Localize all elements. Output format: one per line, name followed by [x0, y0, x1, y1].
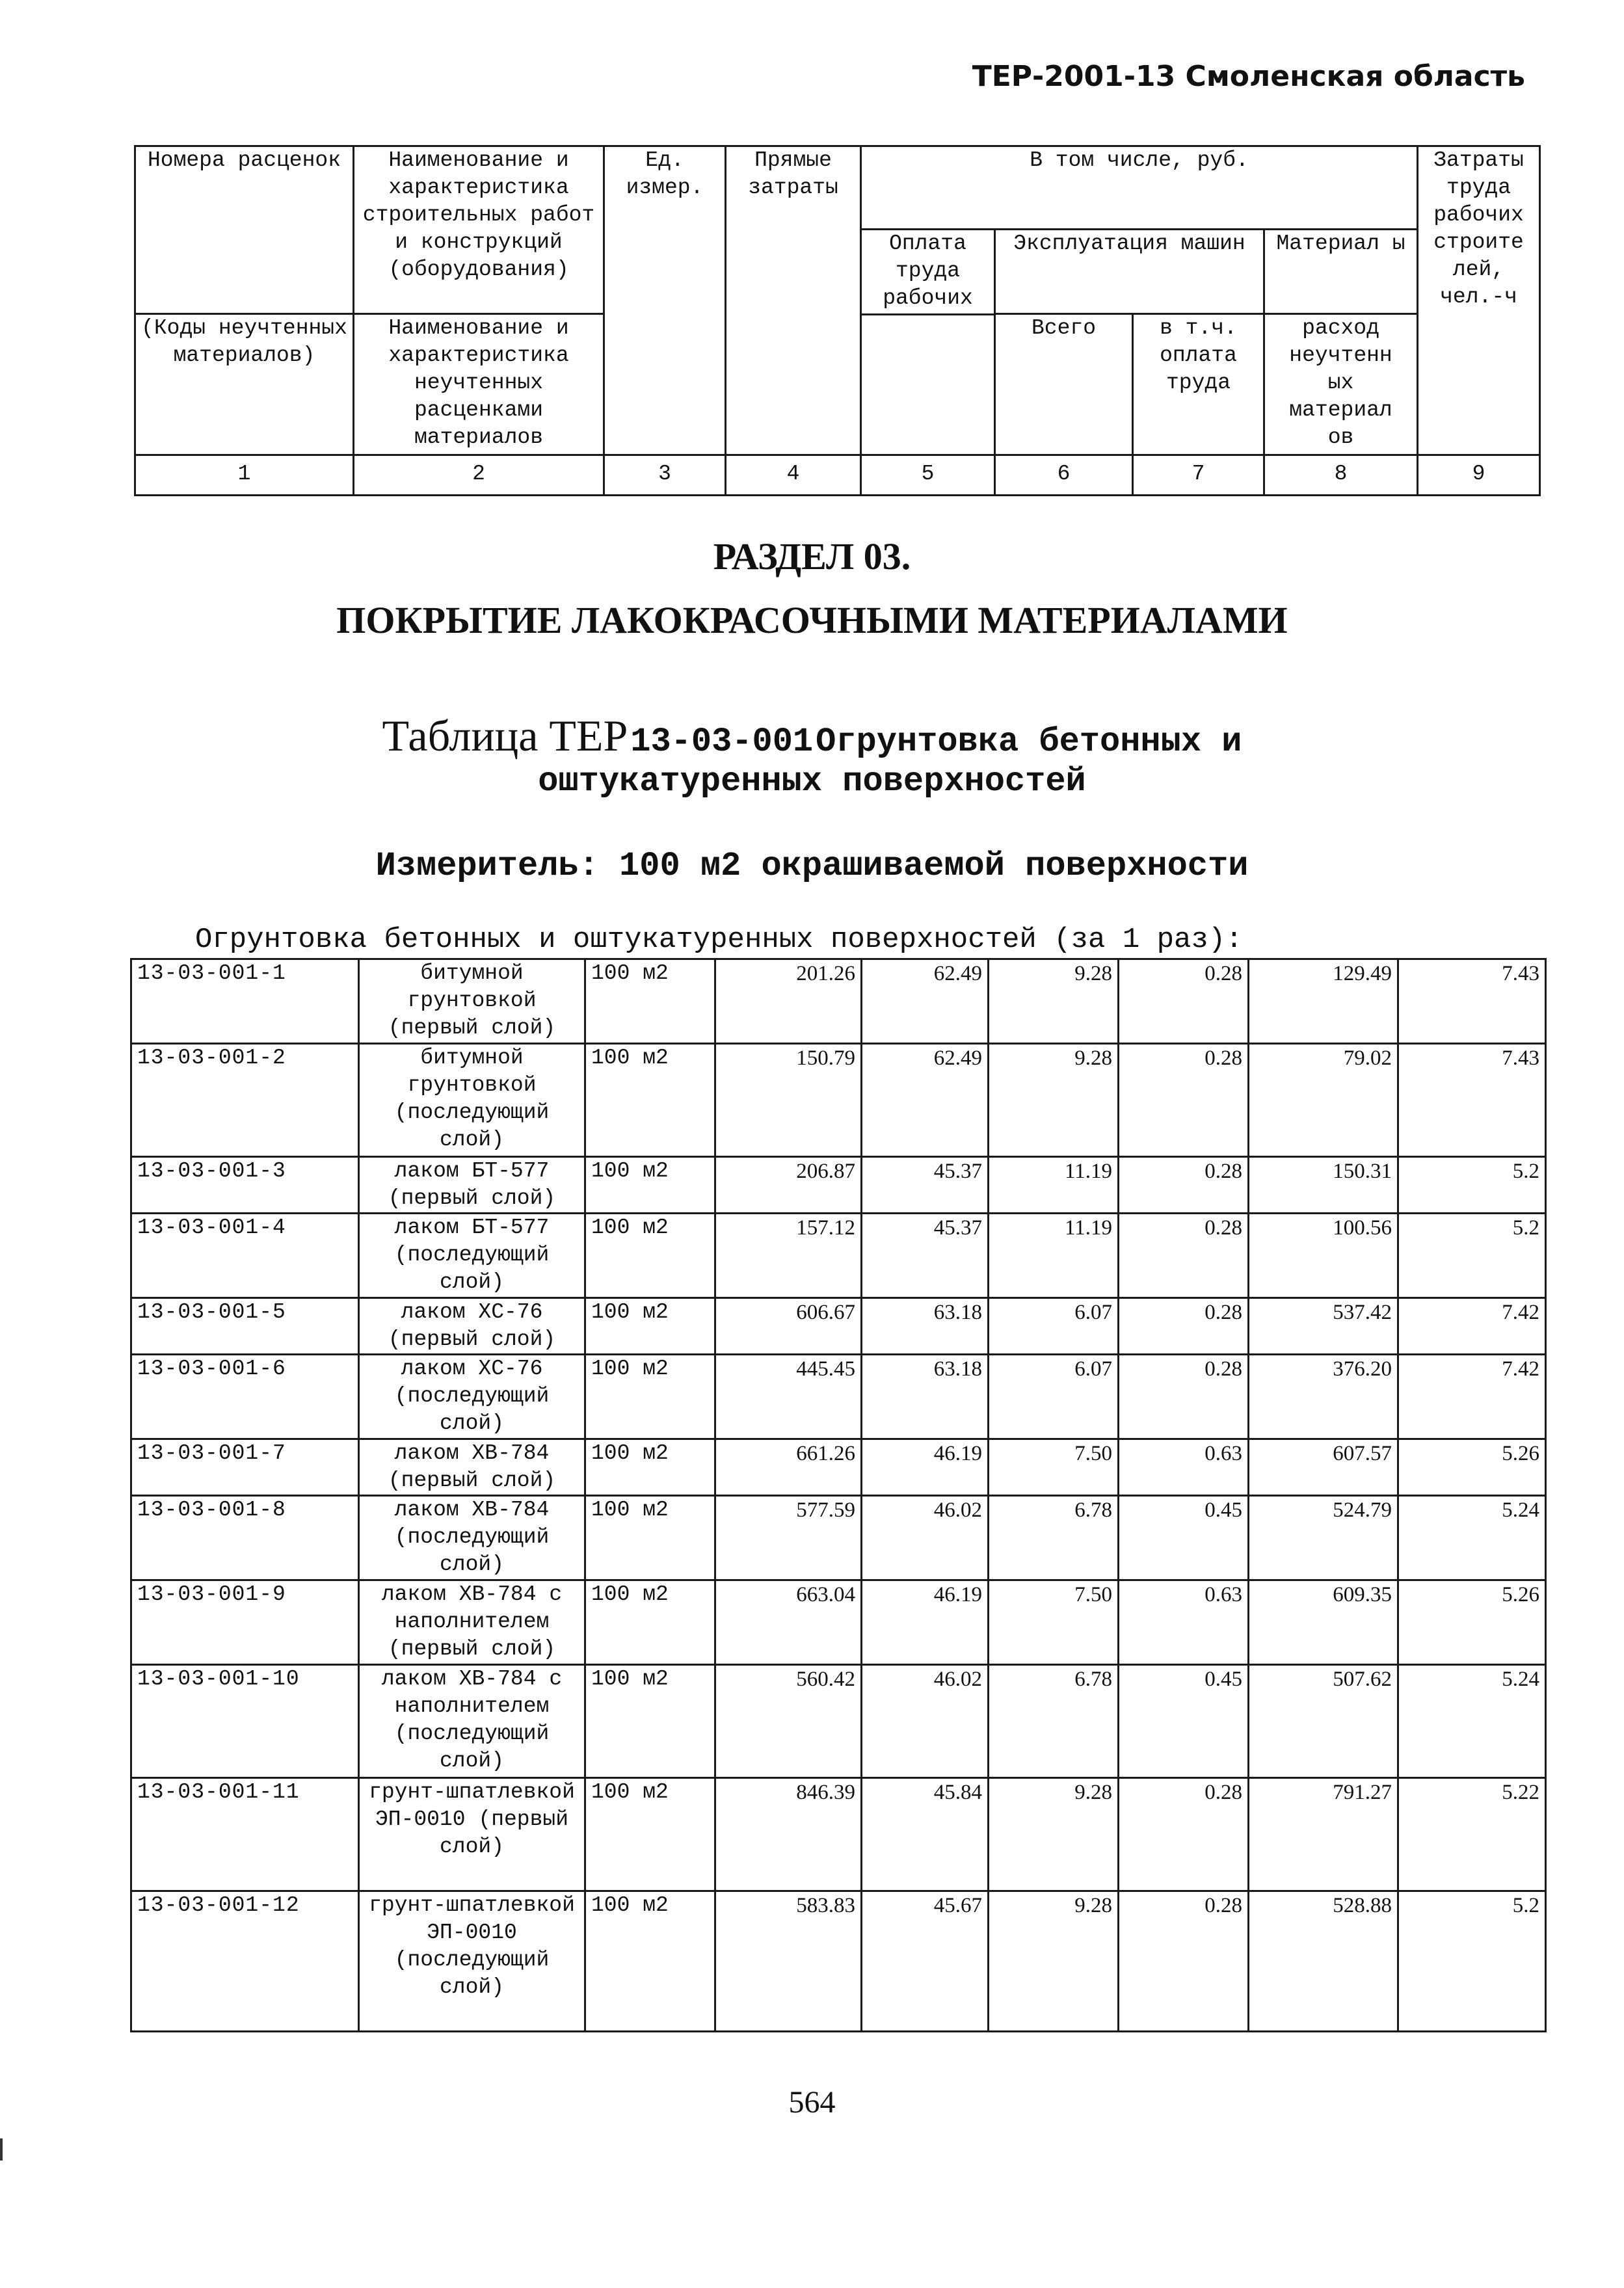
col-number: 4	[726, 455, 861, 496]
col-number: 5	[861, 455, 995, 496]
cell-materials: 150.31	[1249, 1157, 1398, 1214]
cell-labor: 5.24	[1398, 1665, 1546, 1778]
cell-unit: 100 м2	[585, 1044, 715, 1157]
table-row	[131, 1044, 1546, 1157]
cell-code: 13-03-001-7	[131, 1439, 359, 1496]
cell-machines: 9.28	[989, 1044, 1119, 1157]
header-pay-lower	[861, 315, 995, 455]
cell-direct: 157.12	[715, 1214, 862, 1298]
cell-machines-pay: 0.28	[1119, 1891, 1249, 2032]
col-number: 8	[1264, 455, 1418, 496]
cell-materials: 79.02	[1249, 1044, 1398, 1157]
header-machines-total: Всего	[995, 314, 1133, 455]
cell-labor: 7.43	[1398, 1044, 1546, 1157]
cell-materials: 609.35	[1249, 1580, 1398, 1665]
cell-labor: 5.26	[1398, 1580, 1546, 1665]
cell-machines-pay: 0.45	[1119, 1496, 1249, 1580]
header-unaccounted-codes: (Коды неучтенных материалов)	[135, 314, 354, 455]
table-title-line2: оштукатуренных поверхностей	[538, 762, 1086, 801]
cell-direct: 583.83	[715, 1891, 862, 2032]
header-unaccounted-consumption: расход неучтенн ых материал ов	[1264, 314, 1418, 455]
table-title-name: Огрунтовка бетонных и	[816, 723, 1242, 761]
cell-labor: 5.24	[1398, 1496, 1546, 1580]
cell-materials: 100.56	[1249, 1214, 1398, 1298]
header-rate-numbers: Номера расценок	[135, 146, 354, 314]
cell-materials: 791.27	[1249, 1778, 1398, 1891]
cell-machines-pay: 0.45	[1119, 1665, 1249, 1778]
cell-machines: 6.07	[989, 1355, 1119, 1439]
cell-machines: 6.78	[989, 1496, 1119, 1580]
header-machines: Эксплуатация машин	[995, 230, 1264, 314]
col-number: 9	[1418, 455, 1540, 496]
cell-direct: 606.67	[715, 1298, 862, 1355]
cell-unit: 100 м2	[585, 959, 715, 1044]
cell-machines: 7.50	[989, 1439, 1119, 1496]
cell-unit: 100 м2	[585, 1778, 715, 1891]
cell-labor: 5.2	[1398, 1891, 1546, 2032]
cell-code: 13-03-001-5	[131, 1298, 359, 1355]
cell-pay: 45.37	[862, 1214, 989, 1298]
table-row	[131, 1778, 1546, 1891]
cell-materials: 376.20	[1249, 1355, 1398, 1439]
cell-name: битумной грунтовкой (первый слой)	[359, 959, 585, 1044]
cell-labor: 5.22	[1398, 1778, 1546, 1891]
header-work-name: Наименование и характеристика строительных работ и конструкций (оборудования)	[354, 146, 604, 314]
cell-unit: 100 м2	[585, 1496, 715, 1580]
cell-unit: 100 м2	[585, 1439, 715, 1496]
cell-name: лаком ХВ-784 с наполнителем (последующий слой)	[359, 1665, 585, 1778]
cell-unit: 100 м2	[585, 1214, 715, 1298]
cell-labor: 5.2	[1398, 1157, 1546, 1214]
cell-labor: 5.26	[1398, 1439, 1546, 1496]
cell-pay: 46.19	[862, 1439, 989, 1496]
scan-mark	[0, 2138, 3, 2161]
header-labor: Затраты труда рабочих строите лей, чел.-ч	[1418, 146, 1540, 455]
cell-pay: 62.49	[862, 959, 989, 1044]
cell-materials: 607.57	[1249, 1439, 1398, 1496]
table-row	[131, 1214, 1546, 1298]
cell-name: лаком БТ-577 (первый слой)	[359, 1157, 585, 1214]
cell-machines-pay: 0.28	[1119, 1157, 1249, 1214]
running-head: ТЕР-2001-13 Смоленская область	[972, 60, 1525, 93]
cell-direct: 445.45	[715, 1355, 862, 1439]
cell-machines-pay: 0.28	[1119, 1355, 1249, 1439]
cell-direct: 206.87	[715, 1157, 862, 1214]
cell-materials: 537.42	[1249, 1298, 1398, 1355]
cell-machines-pay: 0.63	[1119, 1439, 1249, 1496]
header-unit: Ед. измер.	[604, 146, 726, 455]
cell-pay: 63.18	[862, 1355, 989, 1439]
page-number: 564	[788, 2085, 836, 2120]
cell-pay: 46.02	[862, 1496, 989, 1580]
cell-machines: 9.28	[989, 1778, 1119, 1891]
cell-machines-pay: 0.28	[1119, 959, 1249, 1044]
cell-direct: 201.26	[715, 959, 862, 1044]
cell-code: 13-03-001-3	[131, 1157, 359, 1214]
table-row	[131, 1355, 1546, 1439]
cell-unit: 100 м2	[585, 1298, 715, 1355]
table-row	[131, 1496, 1546, 1580]
cell-unit: 100 м2	[585, 1665, 715, 1778]
col-number: 6	[995, 455, 1133, 496]
cell-direct: 150.79	[715, 1044, 862, 1157]
cell-machines-pay: 0.28	[1119, 1214, 1249, 1298]
cell-unit: 100 м2	[585, 1157, 715, 1214]
cell-direct: 663.04	[715, 1580, 862, 1665]
measure-unit: Измеритель: 100 м2 окрашиваемой поверхности	[375, 847, 1249, 885]
section-title: ПОКРЫТИЕ ЛАКОКРАСОЧНЫМИ МАТЕРИАЛАМИ	[336, 599, 1288, 641]
rates-table	[130, 958, 1547, 2032]
table-row	[131, 1580, 1546, 1665]
cell-name: лаком ХВ-784 с наполнителем (первый слой)	[359, 1580, 585, 1665]
cell-code: 13-03-001-9	[131, 1580, 359, 1665]
cell-code: 13-03-001-11	[131, 1778, 359, 1891]
cell-code: 13-03-001-4	[131, 1214, 359, 1298]
cell-code: 13-03-001-1	[131, 959, 359, 1044]
table-row	[131, 959, 1546, 1044]
cell-direct: 560.42	[715, 1665, 862, 1778]
header-unaccounted-materials: Наименование и характеристика неучтенных расценками материалов	[354, 314, 604, 455]
cell-name: лаком ХВ-784 (последующий слой)	[359, 1496, 585, 1580]
subheading: Огрунтовка бетонных и оштукатуренных поверхностей (за 1 раз):	[195, 924, 1243, 956]
header-machines-pay: в т.ч. оплата труда	[1133, 314, 1264, 455]
col-number: 7	[1133, 455, 1264, 496]
table-title-code: 13-03-001	[630, 723, 814, 761]
cell-name: лаком ХС-76 (последующий слой)	[359, 1355, 585, 1439]
cell-pay: 45.67	[862, 1891, 989, 2032]
column-header-table	[134, 145, 1541, 496]
cell-pay: 46.02	[862, 1665, 989, 1778]
cell-machines: 7.50	[989, 1580, 1119, 1665]
cell-machines-pay: 0.28	[1119, 1778, 1249, 1891]
cell-materials: 507.62	[1249, 1665, 1398, 1778]
cell-labor: 7.43	[1398, 959, 1546, 1044]
cell-materials: 528.88	[1249, 1891, 1398, 2032]
cell-pay: 45.37	[862, 1157, 989, 1214]
cell-name: битумной грунтовкой (последующий слой)	[359, 1044, 585, 1157]
cell-machines-pay: 0.63	[1119, 1580, 1249, 1665]
cell-pay: 63.18	[862, 1298, 989, 1355]
cell-unit: 100 м2	[585, 1580, 715, 1665]
cell-code: 13-03-001-6	[131, 1355, 359, 1439]
cell-pay: 45.84	[862, 1778, 989, 1891]
cell-labor: 7.42	[1398, 1298, 1546, 1355]
cell-labor: 5.2	[1398, 1214, 1546, 1298]
cell-machines-pay: 0.28	[1119, 1298, 1249, 1355]
header-direct-costs: Прямые затраты	[726, 146, 861, 455]
cell-labor: 7.42	[1398, 1355, 1546, 1439]
cell-code: 13-03-001-12	[131, 1891, 359, 2032]
cell-unit: 100 м2	[585, 1891, 715, 2032]
cell-name: лаком ХС-76 (первый слой)	[359, 1298, 585, 1355]
cell-pay: 46.19	[862, 1580, 989, 1665]
col-number: 2	[354, 455, 604, 496]
table-row	[131, 1298, 1546, 1355]
cell-direct: 577.59	[715, 1496, 862, 1580]
cell-machines: 6.78	[989, 1665, 1119, 1778]
cell-name: грунт-шпатлевкой ЭП-0010 (последующий слой)	[359, 1891, 585, 2032]
cell-machines: 9.28	[989, 959, 1119, 1044]
table-row	[131, 1665, 1546, 1778]
cell-code: 13-03-001-10	[131, 1665, 359, 1778]
cell-materials: 129.49	[1249, 959, 1398, 1044]
cell-unit: 100 м2	[585, 1355, 715, 1439]
cell-machines: 9.28	[989, 1891, 1119, 2032]
table-row	[131, 1891, 1546, 2032]
cell-code: 13-03-001-8	[131, 1496, 359, 1580]
header-pay: Оплата труда рабочих	[861, 230, 995, 315]
cell-direct: 846.39	[715, 1778, 862, 1891]
table-title-prefix: Таблица ТЕР	[382, 711, 628, 760]
table-row	[131, 1157, 1546, 1214]
header-materials: Материал ы	[1264, 230, 1418, 314]
cell-materials: 524.79	[1249, 1496, 1398, 1580]
cell-machines: 11.19	[989, 1214, 1119, 1298]
cell-name: грунт-шпатлевкой ЭП-0010 (первый слой)	[359, 1778, 585, 1891]
cell-machines: 6.07	[989, 1298, 1119, 1355]
cell-machines: 11.19	[989, 1157, 1119, 1214]
section-number: РАЗДЕЛ 03.	[713, 535, 911, 578]
cell-name: лаком ХВ-784 (первый слой)	[359, 1439, 585, 1496]
table-title	[0, 710, 1624, 762]
col-number: 3	[604, 455, 726, 496]
table-row	[131, 1439, 1546, 1496]
cell-pay: 62.49	[862, 1044, 989, 1157]
cell-direct: 661.26	[715, 1439, 862, 1496]
col-number: 1	[135, 455, 354, 496]
cell-code: 13-03-001-2	[131, 1044, 359, 1157]
cell-machines-pay: 0.28	[1119, 1044, 1249, 1157]
header-group-title: В том числе, руб.	[861, 146, 1418, 230]
cell-name: лаком БТ-577 (последующий слой)	[359, 1214, 585, 1298]
